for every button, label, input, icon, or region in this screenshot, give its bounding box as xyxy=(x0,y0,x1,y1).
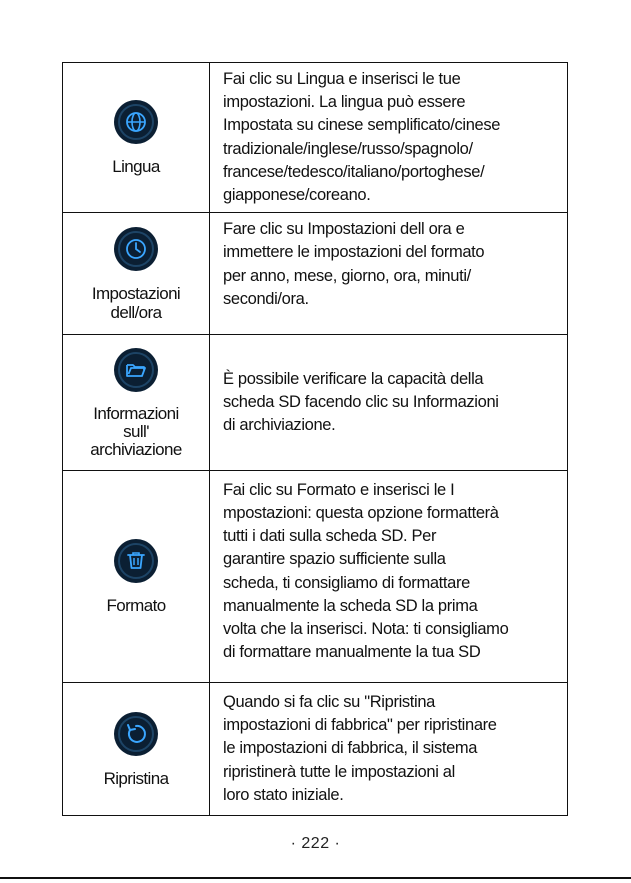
setting-description-cell xyxy=(210,683,568,816)
description-line: secondi/ora. xyxy=(223,289,309,308)
label-line: Formato xyxy=(106,596,166,615)
description-line: ripristinerà tutte le impostazioni al xyxy=(223,762,455,781)
label-line: Lingua xyxy=(112,157,160,176)
trash-icon xyxy=(113,538,159,584)
description-line: Quando si fa clic su "Ripristina xyxy=(223,692,436,711)
setting-label xyxy=(104,769,169,788)
description-line: Impostata su cinese semplificato/cinese xyxy=(223,116,501,135)
folder-icon xyxy=(113,347,159,393)
setting-label xyxy=(112,157,159,176)
description-line: francese/tedesco/italiano/portoghese/ xyxy=(223,162,485,181)
setting-label xyxy=(92,284,180,322)
description-line: Fare clic su Impostazioni dell ora e xyxy=(223,220,465,239)
table-row xyxy=(63,63,568,213)
label-line: dell/ora xyxy=(110,302,162,322)
description-line: giapponese/coreano. xyxy=(223,185,371,204)
setting-label xyxy=(106,596,165,615)
description-line: Fai clic su Lingua e inserisci le tue xyxy=(223,69,461,88)
description-line: scheda, ti consigliamo di formattare xyxy=(223,573,470,592)
description-line: È possibile verificare la capacità della xyxy=(223,369,484,388)
setting-description xyxy=(223,368,561,438)
table-row xyxy=(63,213,568,335)
label-line: Informazioni xyxy=(93,403,179,423)
clock-icon xyxy=(113,226,159,272)
description-line: impostazioni. La lingua può essere xyxy=(223,93,466,112)
setting-label-cell xyxy=(63,683,210,816)
setting-description xyxy=(223,691,561,807)
settings-table xyxy=(62,62,568,816)
setting-description xyxy=(223,218,561,311)
setting-description xyxy=(223,68,561,207)
description-line: tradizionale/inglese/russo/spagnolo/ xyxy=(223,139,473,158)
description-line: di archiviazione. xyxy=(223,416,336,435)
description-line: di formattare manualmente la tua SD xyxy=(223,643,481,662)
table-row xyxy=(63,335,568,471)
description-line: impostazioni di fabbrica" per ripristinare xyxy=(223,716,497,735)
setting-description-cell xyxy=(210,213,568,335)
description-line: scheda SD facendo clic su Informazioni xyxy=(223,392,499,411)
label-line: Impostazioni xyxy=(91,283,181,303)
description-line: manualmente la scheda SD la prima xyxy=(223,596,478,615)
description-line: tutti i dati sulla scheda SD. Per xyxy=(223,527,437,546)
description-line: volta che la inserisci. Nota: ti consigliamo xyxy=(223,619,509,638)
description-line: per anno, mese, giorno, ora, minuti/ xyxy=(223,266,471,285)
description-line: le impostazioni di fabbrica, il sistema xyxy=(223,739,478,758)
description-line: immettere le impostazioni del formato xyxy=(223,243,485,262)
globe-icon xyxy=(113,99,159,145)
description-line: loro stato iniziale. xyxy=(223,785,344,804)
label-line: archiviazione xyxy=(90,439,182,459)
setting-label-cell xyxy=(63,335,210,471)
setting-description-cell xyxy=(210,335,568,471)
setting-description-cell xyxy=(210,63,568,213)
page-bottom-rule xyxy=(0,877,631,879)
table-row xyxy=(63,683,568,816)
setting-label xyxy=(90,405,181,459)
setting-description-cell xyxy=(210,471,568,683)
table-row xyxy=(63,471,568,683)
description-line: Fai clic su Formato e inserisci le I xyxy=(223,480,455,499)
page-number: · 222 · xyxy=(290,835,341,852)
setting-description xyxy=(223,479,561,665)
description-line: mpostazioni: questa opzione formatterà xyxy=(223,503,499,522)
reset-icon xyxy=(113,711,159,757)
setting-label-cell xyxy=(63,63,210,213)
description-line: garantire spazio sufficiente sulla xyxy=(223,550,446,569)
setting-label-cell xyxy=(63,471,210,683)
setting-label-cell xyxy=(63,213,210,335)
label-line: sull' xyxy=(123,421,149,441)
label-line: Ripristina xyxy=(103,768,169,788)
